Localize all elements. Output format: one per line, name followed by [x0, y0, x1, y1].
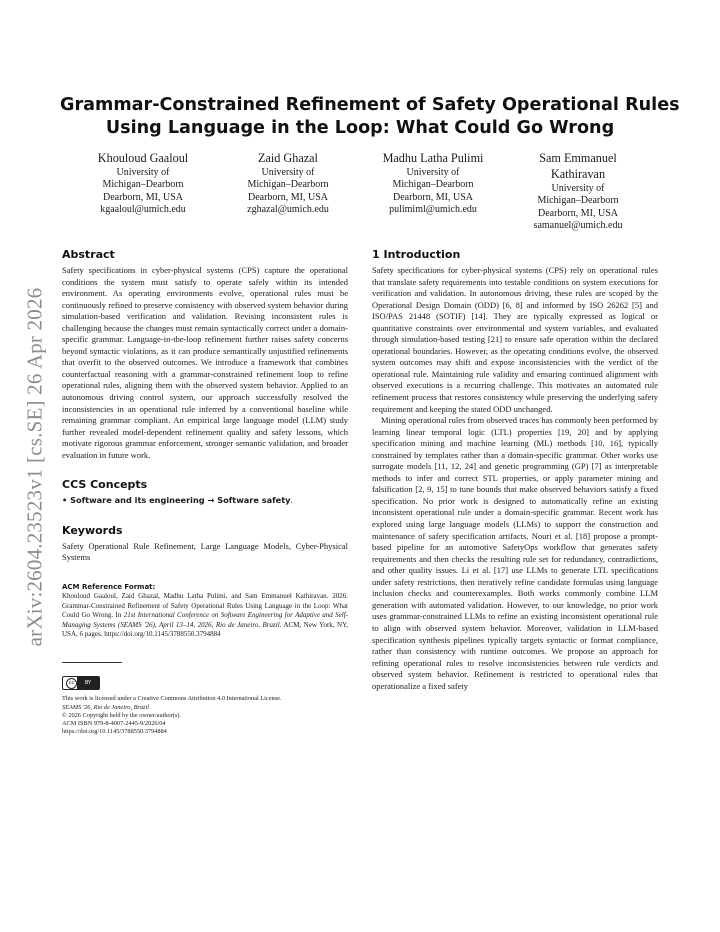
- license-venue: SEAMS '26, Rio de Janeiro, Brazil: [62, 703, 149, 711]
- author-affiliation: University of: [116, 167, 170, 178]
- footnote-rule: [62, 662, 122, 663]
- author-affiliation: Michigan–Dearborn: [537, 195, 619, 207]
- title-line-2: Using Language in the Loop: What Could Go Wrong: [105, 118, 615, 138]
- author-email[interactable]: zghazal@umich.edu: [247, 204, 329, 216]
- keywords-text: Safety Operational Rule Refinement, Large Language Models, Cyber-Physical Systems: [62, 540, 348, 563]
- right-column: [372, 248, 658, 692]
- abstract-heading: Abstract: [62, 248, 115, 261]
- introduction-paragraph-1: Safety specifications for cyber-physical systems (CPS) rely on operational rules that translate safety requirements into testable conditions on system executions for verification and validation. In autonomous driving, these rules are scoped by the Operational Design Domain (ODD) [6, 8] and informed by ISO 26262 [5] and ISO/PAS 21448 (SOTIF) [14]. They are typically expressed as logical or quantitative constraints over environmental and system variables, and evaluated through simulation-based testing [21] to ensure safe operation within the declared operational boundaries. However, as the operating conditions evolve, the observed system outcomes may shift and expose inconsistencies with the verdict of the operational rule. Maintaining rule validity and ensuring continued alignment with observed executions is a recurring challenge. This motivates an automated rule refinement process that restores consistency while preserving the underlying safety requirement and keeping the stated ODD unchanged.: [372, 265, 658, 414]
- arxiv-stamp: [22, 262, 48, 672]
- author-affiliation: University of: [551, 183, 605, 194]
- author-affiliation: Michigan–Dearborn: [102, 179, 184, 191]
- author-affiliation: Michigan–Dearborn: [392, 179, 474, 191]
- abstract-text: Safety specifications in cyber-physical systems (CPS) capture the operational conditions the system must satisfy to operate safely within its intended environment. As operating environments evolve, operational rules must be continuously refined to preserve consistency with observed system behavior during simulation-based verification and validation. Revising inconsistent rules is challenging because the changes must remain syntactically correct under a domain-specific grammar. Language-in-the-loop refinement further raises safety concerns beyond syntactic violations, as it can produce semantically unjustified refinements that overfit to the observed outcomes. We introduce a framework that combines counterfactual reasoning with a grammar-constrained refinement loop to refine operational rules, aligning them with the observed system behavior. Applied to an autonomous driving control system, our approach successfully resolved the inconsistencies in an operational rule inferred by a conventional baseline while remaining grammar compliant. An empirical large language model (LLM) study further revealed model-dependent refinement quality and safety lessons, which motivate rigorous grammar enforcement, stronger semantic validation, and broader evaluation in future work.: [62, 265, 348, 460]
- left-column: [62, 248, 348, 736]
- author-block: [370, 150, 496, 217]
- author-location: Dearborn, MI, USA: [103, 191, 183, 203]
- license-doi[interactable]: https://doi.org/10.1145/3788550.3794884: [62, 728, 167, 736]
- introduction-paragraph-2: Mining operational rules from observed traces has commonly been performed by learning linear temporal logic (LTL) properties [19, 20] and by applying specification mining and machine learning (ML) methods [10, 16], typically constrained by templates rather than a domain-specific grammar. Other works use surrogate models [11, 12, 24] and genetic programming (GP) [7] as interpretable methods to infer and correct STL properties, or apply parameter mining and falsification [2, 9, 15] to tune bounds that make observed behaviors satisfy a fixed specification. No prior work is designed to automatically refine an existing inconsistent operational rule under a domain-specific grammar. Recent work has explored using large language models (LLMs) to support the construction and maintenance of safety specification artifacts. Nouri et al. [18] propose a prompt-based pipeline for an automotive SafetyOps workflow that generates safety requirements and then checks the resulting rule set for redundancy, contradictions, and other quality issues. Li et al. [17] use LLMs to generate LTL specifications under safety restrictions, then iteratively refine candidate formulas using language inclusion checks and counterexamples. Both works commonly combine LLM generation with automated validation. However, to our knowledge, no prior work uses grammar-constrained LLMs to refine an existing inconsistent operational rule to align with observed system behavior. Moreover, validation in LLM-based specification synthesis pipelines typically targets syntactic or format compliance, rather than consistency with runtime outcomes. We propose an approach for refining operational rules to resolve inconsistencies between rule verdicts and observed system behavior. Refinement is restricted to operational rules that operationalize a fixed safety: [372, 415, 658, 691]
- license-isbn: ACM ISBN 979-8-4007-2445-9/2026/04: [62, 720, 166, 728]
- author-email[interactable]: pulimiml@umich.edu: [389, 204, 477, 216]
- keywords-heading: Keywords: [62, 523, 123, 537]
- cc-by-label: BY: [77, 677, 99, 689]
- author-email[interactable]: kgaaloul@umich.edu: [100, 204, 186, 216]
- author-location: Dearborn, MI, USA: [248, 191, 328, 203]
- acm-reference-doi[interactable]: ACM, New York, NY, USA, 6 pages. https://doi.org/10.1145/3788550.3794884: [62, 620, 348, 639]
- author-email[interactable]: samanuel@umich.edu: [533, 220, 623, 232]
- cc-license-badge[interactable]: [62, 671, 348, 691]
- author-name: Sam Emmanuel: [539, 151, 617, 165]
- author-affiliation: Michigan–Dearborn: [247, 179, 329, 191]
- ccs-heading: CCS Concepts: [62, 478, 148, 492]
- author-location: Dearborn, MI, USA: [538, 207, 618, 219]
- author-name: Khouloud Gaaloul: [97, 151, 189, 165]
- author-affiliation: University of: [406, 167, 460, 178]
- ccs-item[interactable]: • Software and its engineering → Software safety: [62, 495, 291, 506]
- cc-symbol: cc: [66, 678, 77, 689]
- author-block: [225, 150, 351, 217]
- title-line-1: Grammar-Constrained Refinement of Safety Operational Rules: [60, 95, 680, 115]
- introduction-heading: 1 Introduction: [372, 248, 461, 261]
- paper-title: [60, 94, 680, 140]
- arxiv-stamp-text: arXiv:2604.23523v1 [cs.SE] 26 Apr 2026: [22, 287, 47, 647]
- author-block: [80, 150, 206, 217]
- author-name: Zaid Ghazal: [258, 151, 318, 165]
- ccs-concepts: [62, 495, 348, 507]
- author-name: Kathiravan: [550, 167, 606, 181]
- ccs-suffix: .: [290, 495, 293, 506]
- cc-by-icon: [62, 676, 100, 690]
- author-affiliation: University of: [261, 167, 315, 178]
- acm-reference-venue: 21st International Conference on Software Engineering for Adaptive and Self-Managing Systems (SEAMS '26), April 13–14, 2026, Rio de Janeiro, Brazil.: [62, 611, 348, 629]
- license-copyright: © 2026 Copyright held by the owner/author(s).: [62, 711, 181, 719]
- acm-reference-text: [62, 592, 348, 640]
- acm-reference-heading: ACM Reference Format:: [62, 582, 156, 591]
- author-block: [515, 150, 641, 233]
- author-location: Dearborn, MI, USA: [393, 191, 473, 203]
- license-footnote: [62, 695, 348, 736]
- acm-reference-authors: Khouloud Gaaloul, Zaid Ghazal, Madhu Latha Pulimi, and Sam Emmanuel Kathiravan. 2026. Grammar-Constrained Refinement of Safety Operational Rules Using Language in the Loop: What Could Go Wrong. In: [62, 591, 348, 620]
- author-name: Madhu Latha Pulimi: [382, 151, 484, 165]
- license-statement: This work is licensed under a Creative Commons Attribution 4.0 International License.: [62, 695, 282, 703]
